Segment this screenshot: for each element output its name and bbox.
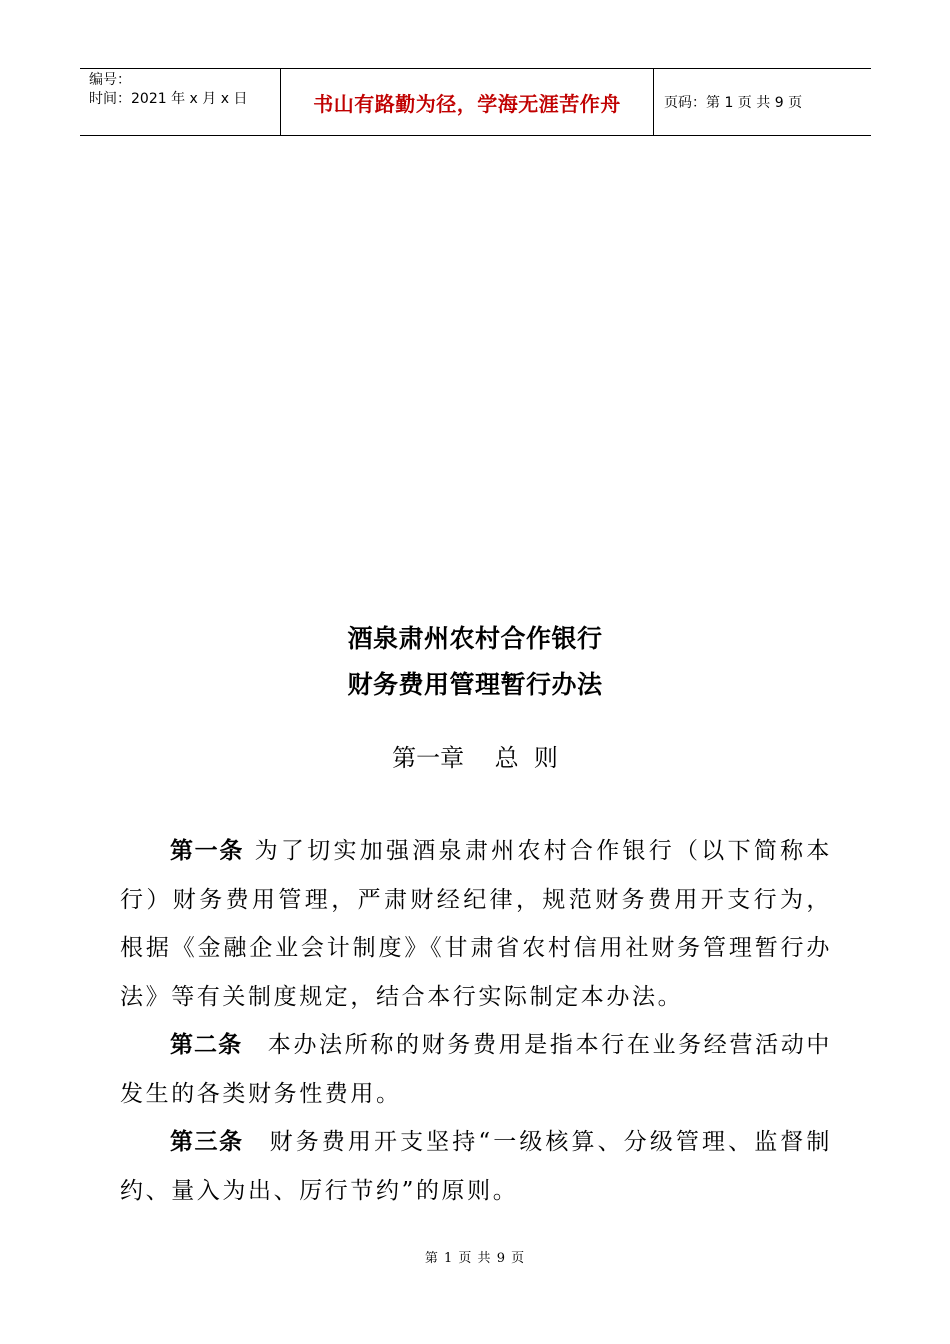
header-meta-cell (80, 69, 281, 135)
document-title (0, 616, 950, 708)
document-header (80, 68, 871, 136)
header-page-cell (654, 69, 871, 135)
title-line-1: 酒泉肃州农村合作银行 (347, 624, 603, 653)
article-1 (120, 827, 832, 1021)
chapter-heading (0, 738, 950, 778)
document-body (120, 827, 832, 1215)
article-2-label: 第二条 (170, 1032, 243, 1058)
article-1-label: 第一条 (170, 838, 245, 864)
page-footer (0, 1247, 950, 1266)
article-3-label: 第三条 (170, 1129, 244, 1155)
article-2-text: 本办法所称的财务费用是指本行在业务经营活动中发生的各类财务性费用。 (120, 1032, 833, 1107)
article-2 (120, 1021, 832, 1118)
chapter-title: 第一章 总 则 (392, 744, 558, 772)
date-label: 时间：2021 年 x 月 x 日 (89, 91, 248, 107)
title-line-2: 财务费用管理暂行办法 (347, 670, 603, 699)
article-3-text: 财务费用开支坚持“一级核算、分级管理、监督制约、量入为出、厉行节约”的原则。 (120, 1129, 833, 1204)
page-info: 页码：第 1 页 共 9 页 (664, 95, 803, 111)
footer-page-number: 第 1 页 共 9 页 (424, 1251, 526, 1266)
number-label: 编号： (89, 72, 131, 88)
motto-text: 书山有路勤为径，学海无涯苦作舟 (313, 91, 621, 116)
article-3 (120, 1118, 832, 1215)
article-1-text: 为了切实加强酒泉肃州农村合作银行（以下简称本行）财务费用管理，严肃财经纪律，规范财务费用开支行为，根据《金融企业会计制度》《甘肃省农村信用社财务管理暂行办法》等有关制度规定，结合本行实际制定本办法。 (120, 838, 832, 1010)
header-motto-cell (281, 69, 654, 135)
